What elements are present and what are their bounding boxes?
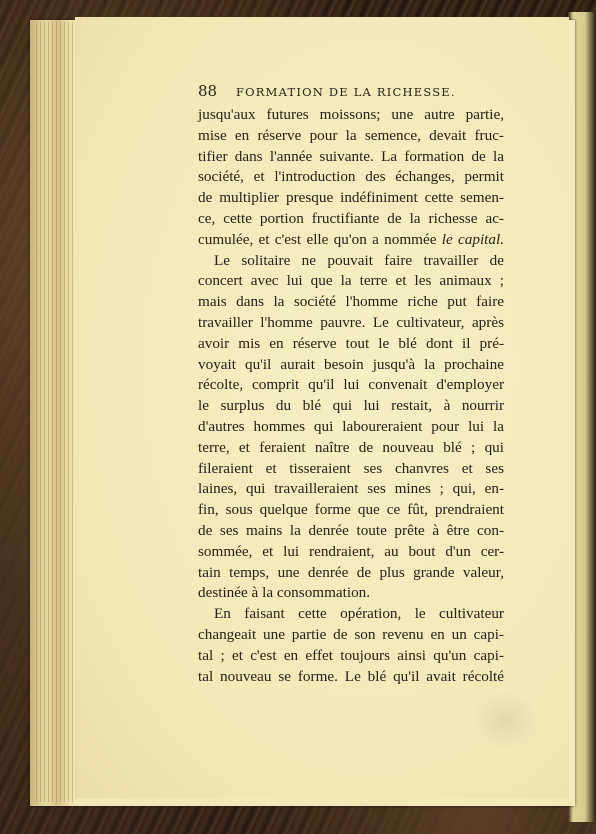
text-line: tifier dans l'année suivante. La formation de la (198, 147, 504, 165)
text-line: fileraient et tisseraient ses chanvres et ses (198, 459, 504, 477)
text-line: sommée, et lui rendraient, au bout d'un cer- (198, 542, 504, 560)
text-line: terre, et feraient naître de nouveau blé ; qui (198, 438, 504, 456)
text-line: de multiplier presque indéfiniment cette semen- (198, 189, 504, 207)
text-line: voyait qu'il aurait besoin jusqu'à la prochaine (198, 355, 504, 373)
text-line: concert avec lui que la terre et les animaux ; (198, 272, 504, 290)
text-line: société, et l'introduction des échanges, permit (198, 168, 504, 186)
text-line: de ses mains la denrée toute prête à être con- (198, 521, 504, 539)
text-line: laines, qui travailleraient ses mines ; qui, en- (198, 480, 504, 498)
page-edges (36, 22, 76, 802)
text-line: ce, cette portion fructifiante de la richesse ac- (198, 209, 504, 227)
text-line: tal nouveau se forme. Le blé qu'il avait récolté (198, 667, 504, 685)
emphasis: le capital. (441, 230, 504, 248)
text-line: Le solitaire ne pouvait faire travailler de (214, 251, 504, 269)
text-line: mise en réserve pour la semence, devait fruc- (198, 126, 504, 144)
text-line: En faisant cette opération, le cultivateur (214, 605, 504, 623)
text-line: destinée à la consommation. (198, 584, 371, 602)
body-text (198, 105, 504, 687)
text-line: avoir mis en réserve tout le blé dont il pré- (198, 334, 504, 352)
text-line: mais dans la société l'homme riche put faire (198, 293, 504, 311)
text-line: travailler l'homme pauvre. Le cultivateur, après (198, 313, 504, 331)
running-head (198, 82, 508, 100)
text-line: fin, sous quelque forme que ce fût, prendraient (198, 501, 504, 519)
paper-stain (470, 690, 540, 750)
text-line: d'autres hommes qui laboureraient pour lui la (198, 417, 504, 435)
text-line: cumulée, et c'est elle qu'on a nommée le capital. (198, 230, 504, 248)
text-line: jusqu'aux futures moissons; une autre partie, (198, 106, 504, 123)
text-line: récolte, comprit qu'il lui convenait d'employer (198, 376, 504, 394)
running-title: FORMATION DE LA RICHESSE. (235, 85, 456, 99)
text-line: le surplus du blé qui lui restait, à nourrir (198, 397, 504, 415)
page-number: 88 (198, 82, 218, 100)
text-line: tain temps, une denrée de plus grande valeur, (198, 563, 504, 581)
text-line: changeait une partie de son revenu en un capi- (198, 625, 504, 643)
text-line: tal ; et c'est en effet toujours ainsi qu'un capi- (198, 646, 504, 664)
